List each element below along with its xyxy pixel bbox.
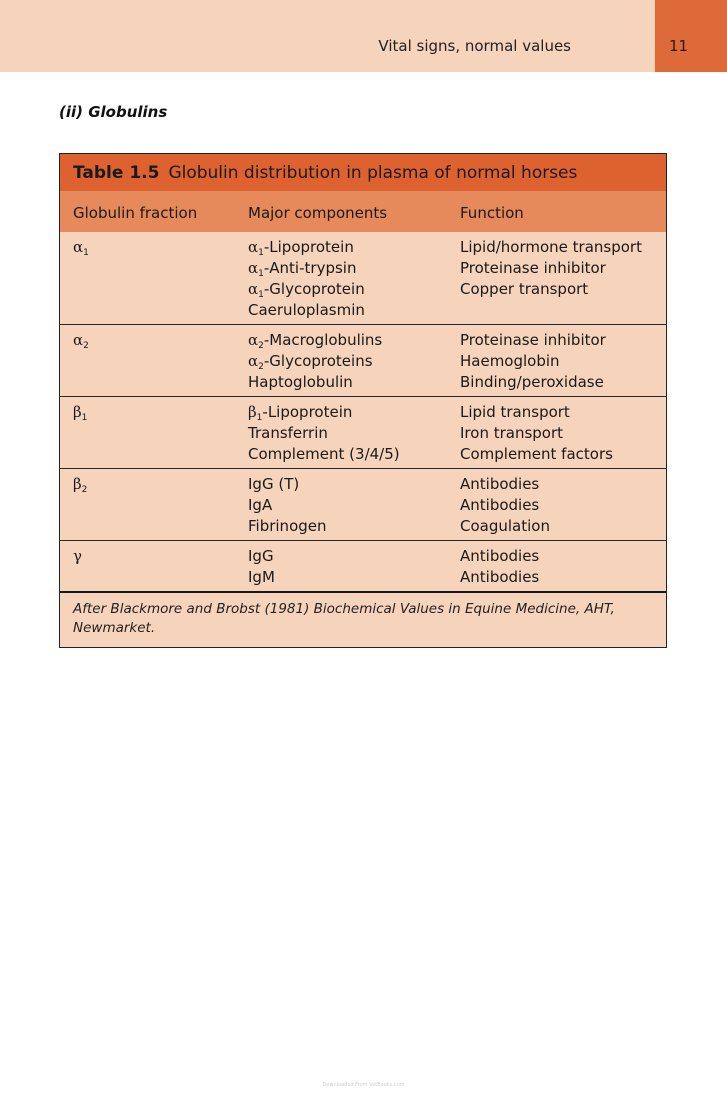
component-name: IgG (T) [248,475,300,493]
component-line [248,567,275,588]
section-heading: (ii) Globulins [59,103,168,121]
table-row [60,396,666,468]
table-title: Globulin distribution in plasma of normal horses [168,162,578,183]
function-line: Antibodies [460,568,540,586]
function-line: Binding/peroxidase [460,373,604,391]
component-line [248,402,400,423]
table-header-row [60,191,666,232]
fraction-cell [73,402,87,423]
table-row [60,540,666,591]
globulin-table [59,153,667,648]
component-name: -Anti-trypsin [263,259,357,277]
table-body [60,232,666,591]
fraction-symbol: β [73,475,82,493]
fraction-symbol: α [73,331,84,349]
table-footnote: After Blackmore and Brobst (1981) Biochemical Values in Equine Medicine, AHT, Newmarket. [60,591,666,647]
running-header-title: Vital signs, normal values [378,37,571,55]
component-subscript: 2 [258,362,264,372]
component-line [248,279,365,300]
component-line [248,258,365,279]
component-subscript: 1 [258,290,264,300]
function-line: Complement factors [460,445,613,463]
function-line: Antibodies [460,475,540,493]
component-symbol: α [248,280,259,298]
component-subscript: 1 [256,413,263,423]
table-row [60,324,666,396]
component-name: -Lipoprotein [263,238,354,256]
function-line: Proteinase inhibitor [460,331,606,349]
watermark: Downloaded From VetBooks.com [322,1082,405,1088]
components-cell [248,402,400,465]
component-name: Complement (3/4/5) [248,445,400,463]
fraction-symbol: α [73,238,84,256]
running-header-band [0,0,655,72]
table-row [60,232,666,324]
fraction-symbol: γ [73,547,82,565]
component-line [248,474,327,495]
component-line [248,495,327,516]
fraction-symbol: β [73,403,82,421]
component-name: -Glycoproteins [263,352,373,370]
function-cell [460,474,550,537]
page-number-box [655,0,727,72]
component-symbol: α [248,238,259,256]
fraction-subscript: 2 [81,485,88,495]
function-line: Copper transport [460,280,589,298]
function-line: Haemoglobin [460,352,560,370]
component-subscript: 1 [258,269,264,279]
function-cell [460,546,539,588]
function-line: Proteinase inhibitor [460,259,606,277]
component-line [248,372,382,393]
components-cell [248,237,365,321]
fraction-subscript: 1 [83,248,89,258]
column-header-components: Major components [248,204,388,222]
table-caption [60,154,666,191]
component-symbol: α [248,331,259,349]
component-line [248,330,382,351]
function-line: Coagulation [460,517,550,535]
function-line: Iron transport [460,424,564,442]
component-line [248,423,400,444]
components-cell [248,330,382,393]
component-line [248,444,400,465]
column-header-fraction: Globulin fraction [73,204,198,222]
component-line [248,237,365,258]
component-name: -Glycoprotein [263,280,365,298]
components-cell [248,546,275,588]
fraction-cell [73,237,89,258]
component-line [248,300,365,321]
function-cell [460,330,606,393]
component-symbol: α [248,259,259,277]
table-row [60,468,666,540]
components-cell [248,474,327,537]
function-line: Lipid transport [460,403,570,421]
table-number: Table 1.5 [73,162,160,183]
function-cell [460,237,642,300]
component-name: Fibrinogen [248,517,327,535]
component-name: Caeruloplasmin [248,301,365,319]
function-line: Antibodies [460,547,540,565]
fraction-cell [73,546,82,567]
fraction-subscript: 2 [83,341,89,351]
component-line [248,351,382,372]
function-line: Lipid/hormone transport [460,238,642,256]
component-name: IgG [248,547,274,565]
component-name: IgA [248,496,273,514]
component-name: -Macroglobulins [263,331,383,349]
component-line [248,516,327,537]
fraction-cell [73,330,89,351]
component-name: -Lipoprotein [262,403,353,421]
component-symbol: α [248,352,259,370]
component-name: Transferrin [248,424,328,442]
function-line: Antibodies [460,496,540,514]
component-name: IgM [248,568,275,586]
component-subscript: 2 [258,341,264,351]
page-number: 11 [669,37,689,55]
component-symbol: β [248,403,257,421]
component-subscript: 1 [258,248,264,258]
component-name: Haptoglobulin [248,373,353,391]
column-header-function: Function [460,204,524,222]
function-cell [460,402,613,465]
fraction-cell [73,474,87,495]
component-line [248,546,275,567]
fraction-subscript: 1 [81,413,88,423]
